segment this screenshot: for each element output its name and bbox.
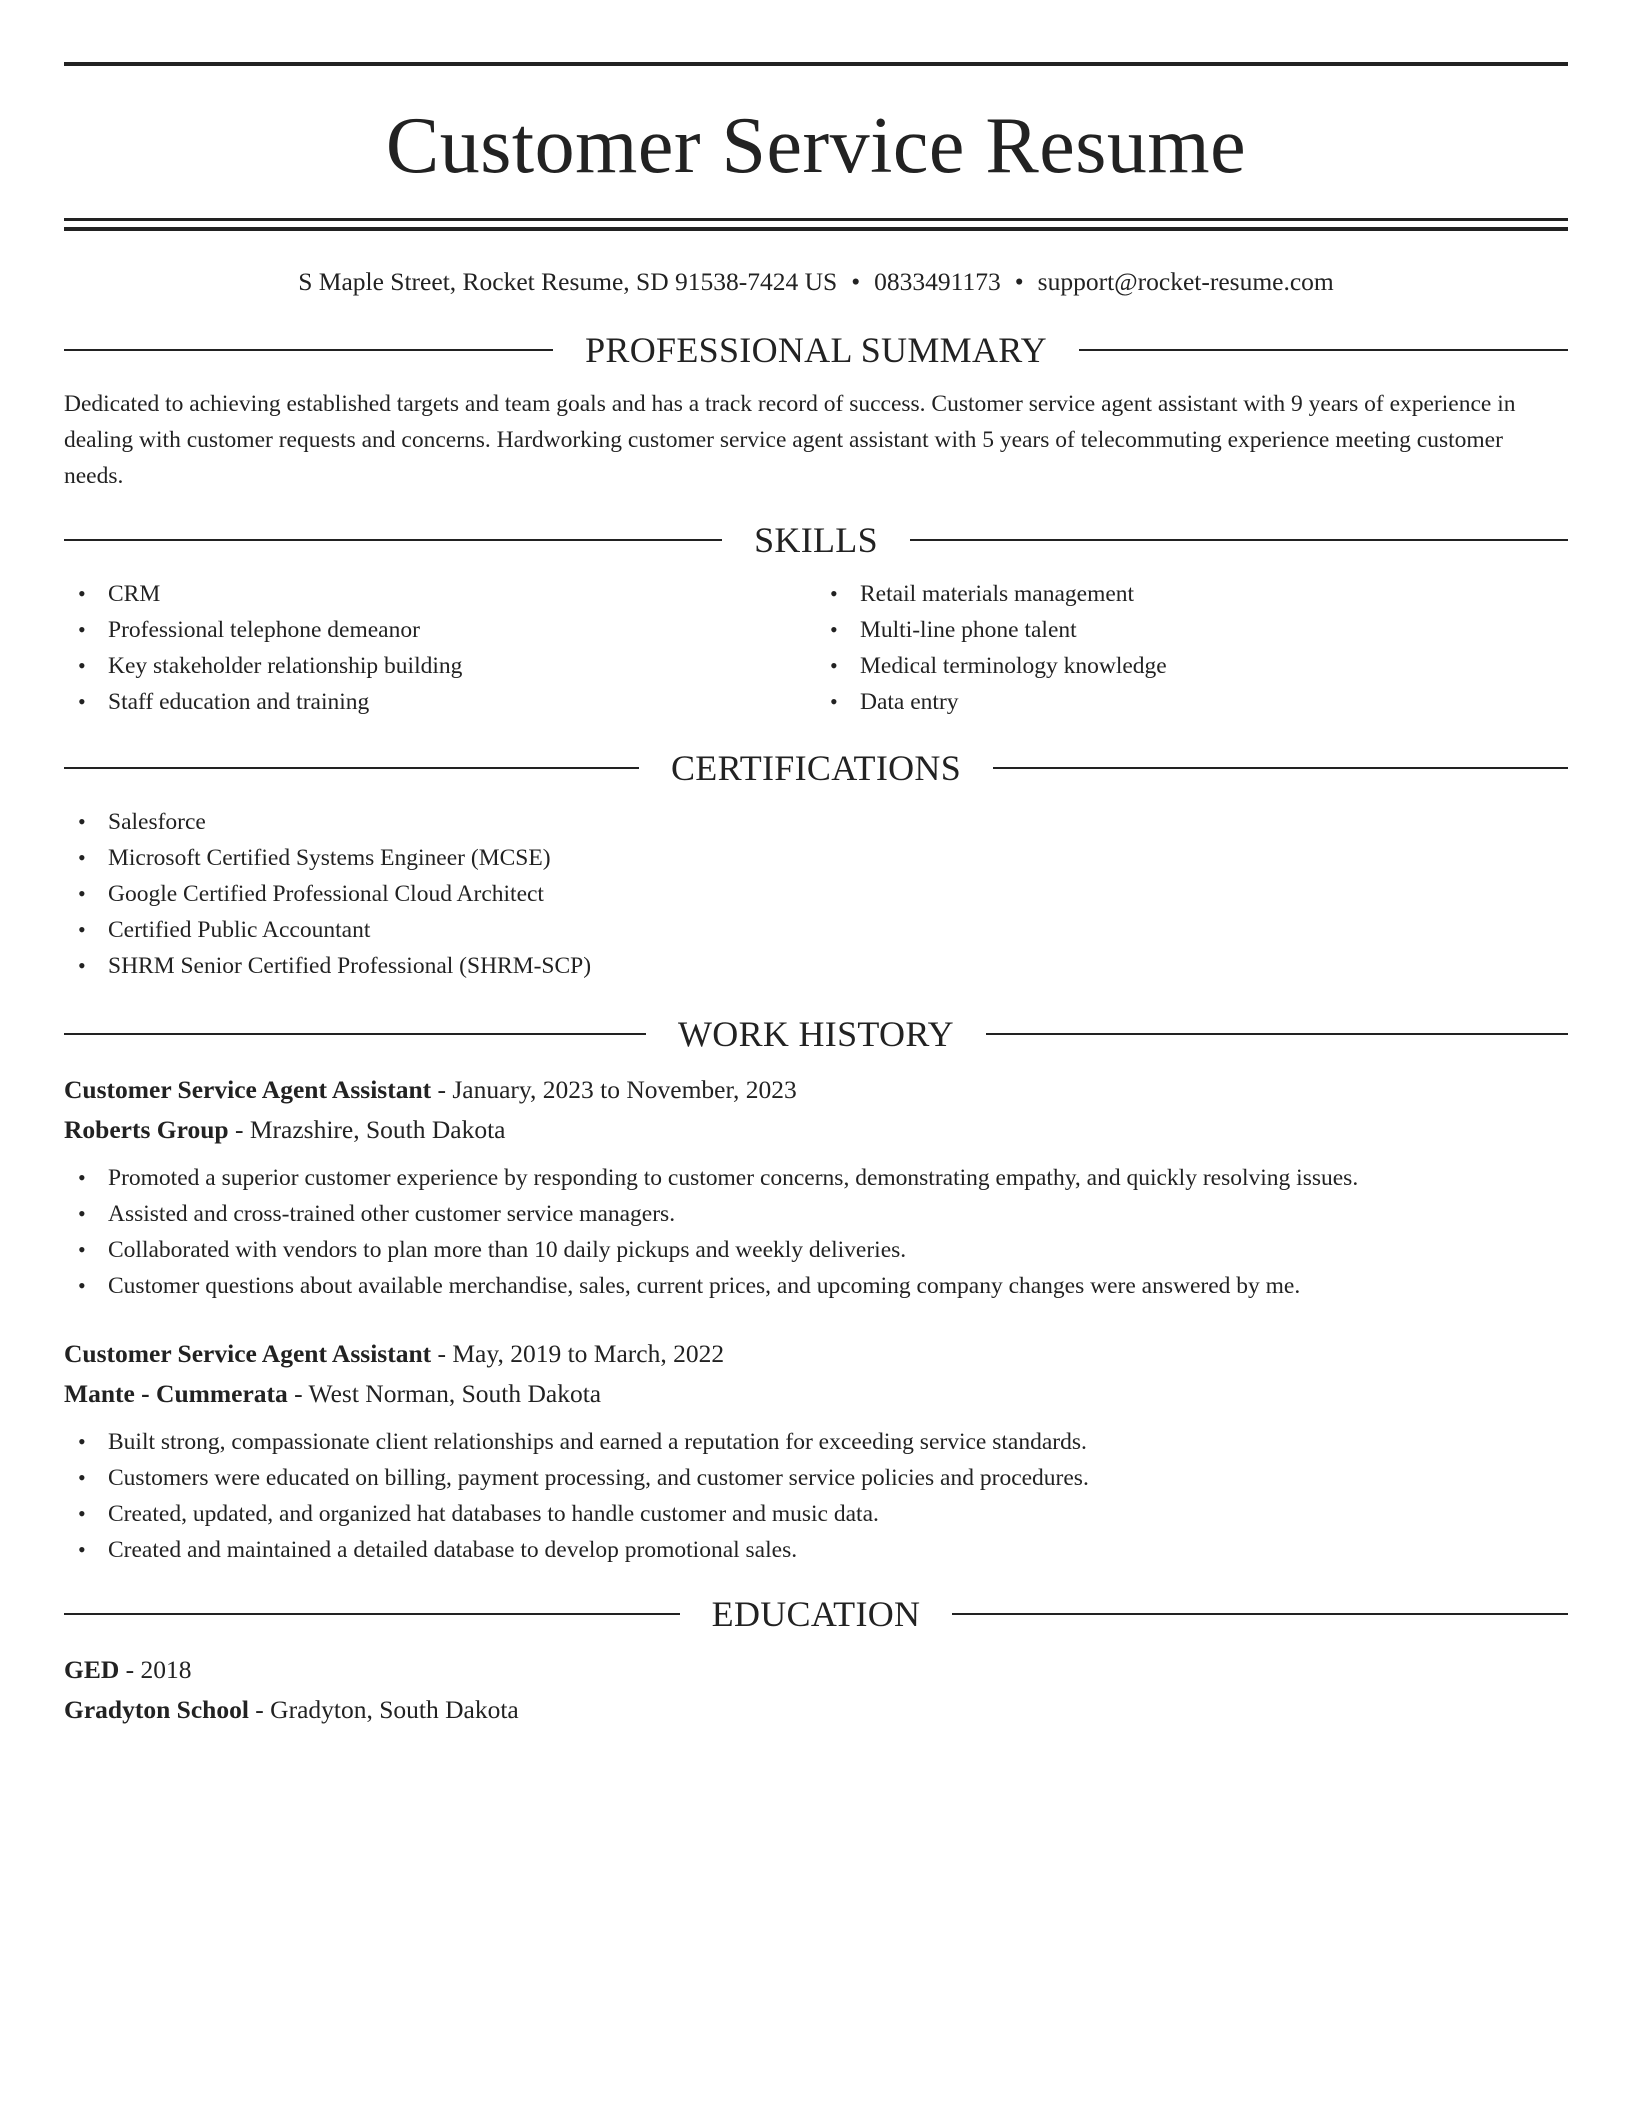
address: S Maple Street, Rocket Resume, SD 91538-7424 US: [298, 267, 838, 296]
heading-rule-left: [64, 1033, 646, 1035]
skills-section-heading: [64, 519, 1568, 560]
list-item: • Professional telephone demeanor: [64, 612, 816, 648]
list-item: • Key stakeholder relationship building: [64, 648, 816, 684]
contact-separator: •: [851, 267, 861, 296]
title-double-rule: [64, 218, 1568, 231]
degree: GED: [64, 1654, 120, 1684]
list-item: • Staff education and training: [64, 684, 816, 720]
school-name: Gradyton School: [64, 1694, 249, 1724]
job-dates: January, 2023 to November, 2023: [452, 1074, 797, 1104]
heading-rule-left: [64, 1613, 680, 1615]
job-company-line: Roberts Group - Mrazshire, South Dakota: [64, 1114, 506, 1144]
job-bullets: [64, 1424, 1568, 1568]
heading-rule-right: [952, 1613, 1568, 1615]
work-history-section-heading: [64, 1013, 1568, 1054]
list-item: • Built strong, compassionate client relationships and earned a reputation for exceeding service standards.: [64, 1424, 1568, 1460]
heading-rule-left: [64, 349, 553, 351]
skills-right-list: [816, 576, 1568, 720]
section-title: SKILLS: [754, 519, 878, 560]
list-item: • Assisted and cross-trained other customer service managers.: [64, 1196, 1568, 1232]
contact-separator: •: [1014, 267, 1024, 296]
job-location: West Norman, South Dakota: [308, 1378, 602, 1408]
job-title: Customer Service Agent Assistant: [64, 1074, 432, 1104]
list-item: • Created and maintained a detailed database to develop promotional sales.: [64, 1532, 1568, 1568]
section-title: PROFESSIONAL SUMMARY: [585, 329, 1047, 370]
degree-line: GED - 2018: [64, 1654, 192, 1684]
section-title: EDUCATION: [711, 1593, 921, 1634]
heading-rule-right: [986, 1033, 1568, 1035]
list-item: • Medical terminology knowledge: [816, 648, 1568, 684]
job-company: Roberts Group: [64, 1114, 229, 1144]
heading-rule-right: [910, 539, 1568, 541]
contact-line: [64, 267, 1568, 298]
job-company-line: Mante - Cummerata - West Norman, South Dakota: [64, 1378, 602, 1408]
graduation-year: 2018: [140, 1654, 192, 1684]
list-item: • Promoted a superior customer experience by responding to customer concerns, demonstrating empathy, and quickly resolving issues.: [64, 1160, 1568, 1196]
list-item: • Salesforce: [64, 804, 1568, 840]
list-item: • Collaborated with vendors to plan more than 10 daily pickups and weekly deliveries.: [64, 1232, 1568, 1268]
section-title: WORK HISTORY: [678, 1013, 954, 1054]
heading-rule-right: [1079, 349, 1568, 351]
heading-rule-left: [64, 539, 722, 541]
list-item: • Microsoft Certified Systems Engineer (MCSE): [64, 840, 1568, 876]
list-item: • Retail materials management: [816, 576, 1568, 612]
summary-text: Dedicated to achieving established targets and team goals and has a track record of success. Customer service agent assistant with 9 years of experience in dealing with customer requests and concerns. Hardworking customer service agent assistant with 5 years of telecommuting experience meeting customer needs.: [64, 390, 1516, 489]
list-item: • Data entry: [816, 684, 1568, 720]
phone: 0833491173: [874, 267, 1001, 296]
skills-columns: [64, 576, 1568, 720]
list-item: • Multi-line phone talent: [816, 612, 1568, 648]
top-rule: [64, 62, 1568, 66]
list-item: • SHRM Senior Certified Professional (SHRM-SCP): [64, 948, 1568, 984]
page-title: Customer Service Resume: [385, 102, 1247, 190]
job-entry: [64, 1334, 1568, 1568]
certifications-list: [64, 804, 1568, 984]
list-item: • Customer questions about available merchandise, sales, current prices, and upcoming company changes were answered by me.: [64, 1268, 1568, 1304]
email-link[interactable]: support@rocket-resume.com: [1037, 267, 1334, 296]
list-item: • Google Certified Professional Cloud Architect: [64, 876, 1568, 912]
list-item: • Certified Public Accountant: [64, 912, 1568, 948]
section-title: CERTIFICATIONS: [670, 747, 962, 788]
list-item: • Created, updated, and organized hat databases to handle customer and music data.: [64, 1496, 1568, 1532]
skills-left-list: [64, 576, 816, 720]
list-item: • CRM: [64, 576, 816, 612]
summary-section-heading: [64, 329, 1568, 370]
education-section-heading: [64, 1593, 1568, 1634]
heading-rule-left: [64, 767, 639, 769]
job-entry: [64, 1070, 1568, 1304]
school-location: Gradyton, South Dakota: [270, 1694, 519, 1724]
job-location: Mrazshire, South Dakota: [249, 1114, 506, 1144]
heading-rule-right: [993, 767, 1568, 769]
list-item: • Customers were educated on billing, payment processing, and customer service policies and procedures.: [64, 1460, 1568, 1496]
job-title: Customer Service Agent Assistant: [64, 1338, 432, 1368]
school-line: Gradyton School - Gradyton, South Dakota: [64, 1694, 519, 1724]
education-entry: [64, 1650, 1568, 1730]
certifications-section-heading: [64, 747, 1568, 788]
job-title-line: Customer Service Agent Assistant - January, 2023 to November, 2023: [64, 1074, 797, 1104]
job-dates: May, 2019 to March, 2022: [452, 1338, 725, 1368]
job-bullets: [64, 1160, 1568, 1304]
job-title-line: Customer Service Agent Assistant - May, 2019 to March, 2022: [64, 1338, 725, 1368]
job-company: Mante - Cummerata: [64, 1378, 288, 1408]
